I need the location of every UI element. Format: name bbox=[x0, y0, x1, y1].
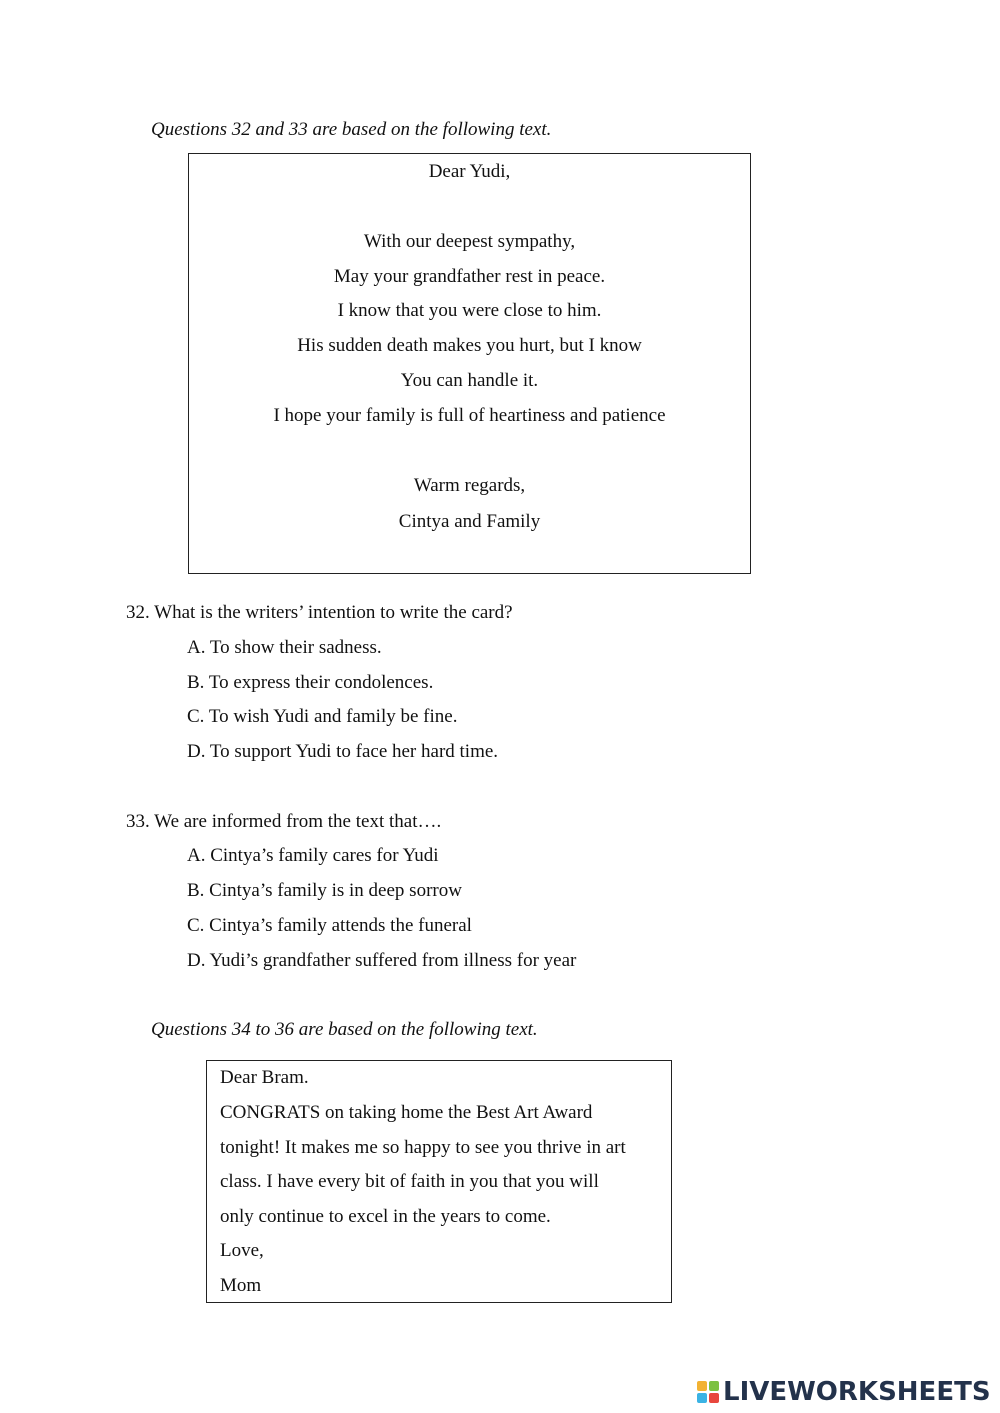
card-line: I hope your family is full of heartiness and patience bbox=[273, 405, 666, 426]
logo-text: LIVEWORKSHEETS bbox=[723, 1377, 991, 1407]
card-line: I know that you were close to him. bbox=[337, 300, 602, 321]
card-line: Love, bbox=[220, 1240, 264, 1261]
question-32: 32. What is the writers’ intention to write the card? bbox=[126, 602, 513, 623]
liveworksheets-logo[interactable] bbox=[697, 1376, 991, 1408]
q33-option-a[interactable]: A. Cintya’s family cares for Yudi bbox=[187, 845, 439, 866]
card-line: You can handle it. bbox=[400, 370, 539, 391]
card-line: His sudden death makes you hurt, but I know bbox=[297, 335, 642, 356]
section2-intro: Questions 34 to 36 are based on the following text. bbox=[151, 1019, 538, 1040]
q32-option-c[interactable]: C. To wish Yudi and family be fine. bbox=[187, 706, 458, 727]
section1-intro: Questions 32 and 33 are based on the following text. bbox=[151, 119, 552, 140]
card-line: Cintya and Family bbox=[398, 511, 541, 532]
card-line: tonight! It makes me so happy to see you thrive in art bbox=[220, 1137, 626, 1158]
card-line: With our deepest sympathy, bbox=[363, 231, 576, 252]
card-line: Dear Bram. bbox=[220, 1067, 309, 1088]
card-line: only continue to excel in the years to come. bbox=[220, 1206, 551, 1227]
q32-option-d[interactable]: D. To support Yudi to face her hard time. bbox=[187, 741, 499, 762]
q32-option-a[interactable]: A. To show their sadness. bbox=[187, 637, 382, 658]
q33-option-b[interactable]: B. Cintya’s family is in deep sorrow bbox=[187, 880, 462, 901]
card-line: class. I have every bit of faith in you that you will bbox=[220, 1171, 599, 1192]
question-33: 33. We are informed from the text that…. bbox=[126, 811, 442, 832]
sympathy-card bbox=[188, 153, 751, 574]
card-line: Mom bbox=[220, 1275, 262, 1296]
q32-option-b[interactable]: B. To express their condolences. bbox=[187, 672, 434, 693]
card-line: May your grandfather rest in peace. bbox=[333, 266, 606, 287]
card-line: Warm regards, bbox=[413, 475, 526, 496]
liveworksheets-logo-icon bbox=[697, 1381, 719, 1403]
congrats-card bbox=[206, 1060, 672, 1303]
card-line: Dear Yudi, bbox=[428, 161, 511, 182]
q33-option-c[interactable]: C. Cintya’s family attends the funeral bbox=[187, 915, 472, 936]
card-line: CONGRATS on taking home the Best Art Award bbox=[220, 1102, 593, 1123]
q33-option-d[interactable]: D. Yudi’s grandfather suffered from illness for year bbox=[187, 950, 577, 971]
